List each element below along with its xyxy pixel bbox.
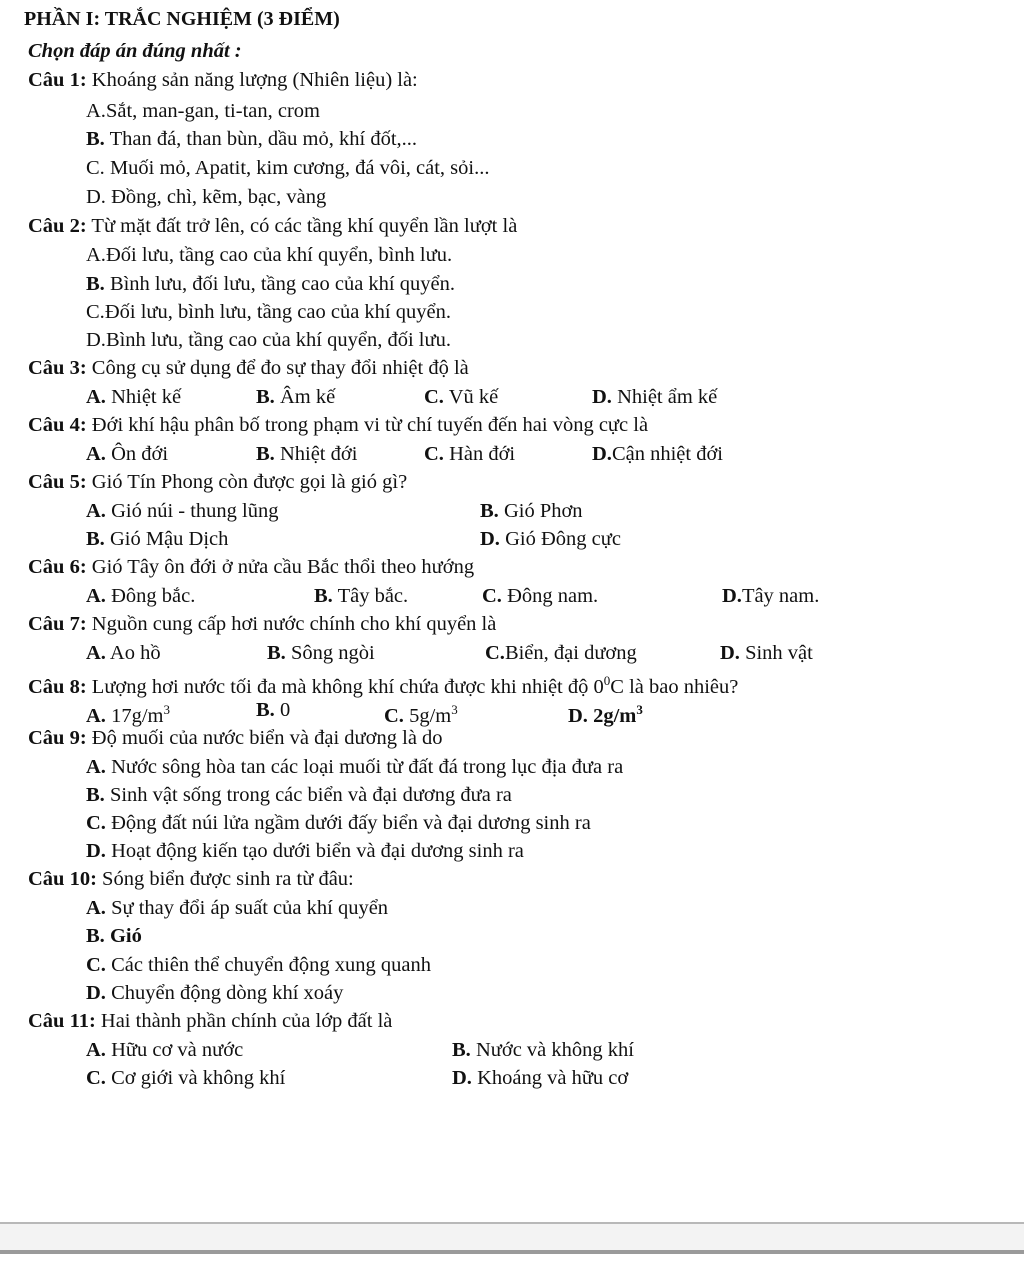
q6-option-b: [314, 583, 408, 609]
q7-option-d: [720, 640, 813, 666]
question-text: Từ mặt đất trở lên, có các tầng khí quyển lần lượt là: [86, 215, 518, 237]
option-text: Đồng, chì, kẽm, bạc, vàng: [105, 186, 327, 208]
q4-option-b: [256, 441, 357, 467]
q11-option-b: [452, 1037, 634, 1063]
q11-option-c: [86, 1065, 285, 1091]
option-text: Gió Mậu Dịch: [104, 528, 229, 550]
option-label: B.: [86, 784, 105, 806]
option-text: Sinh vật: [739, 642, 813, 664]
option-label: B.: [256, 386, 275, 408]
question-label: Câu 6:: [28, 556, 87, 578]
question-text: Nguồn cung cấp hơi nước chính cho khí quyển là: [86, 613, 497, 635]
option-text: 0: [274, 699, 291, 721]
option-label: D.: [86, 982, 106, 1004]
option-label: D.: [592, 443, 612, 465]
degree-superscript: 0: [603, 673, 611, 688]
option-label: B.: [314, 585, 333, 607]
question-label: Câu 7:: [28, 613, 87, 635]
option-text: Nước và không khí: [470, 1039, 634, 1061]
option-text: Gió Phơn: [498, 500, 583, 522]
option-text: Bình lưu, tầng cao của khí quyển, đối lưu.: [105, 329, 451, 351]
section-title: PHẦN I: TRẮC NGHIỆM (3 ĐIỂM): [24, 8, 340, 30]
option-label: D.: [480, 528, 500, 550]
option-text: Bình lưu, đối lưu, tầng cao của khí quyển.: [104, 273, 455, 295]
option-text: Đối lưu, tầng cao của khí quyển, bình lưu.: [105, 244, 453, 266]
q3-option-c: [424, 384, 498, 410]
question-label: Câu 9:: [28, 727, 87, 749]
q1-option-b: [86, 126, 417, 152]
question-9: [28, 725, 443, 751]
option-text: Vũ kế: [443, 386, 499, 408]
question-3: [28, 355, 469, 381]
option-text: Âm kế: [274, 386, 336, 408]
option-text: Khoáng và hữu cơ: [471, 1067, 629, 1089]
option-label: C.: [482, 585, 502, 607]
question-1: [28, 67, 418, 93]
option-text: Ao hồ: [105, 642, 161, 664]
question-11: [28, 1008, 392, 1034]
q4-option-a: [86, 441, 168, 467]
page-bottom-band: [0, 1224, 1024, 1250]
question-8: [28, 668, 738, 700]
q5-option-b: [480, 498, 583, 524]
option-label: C.: [86, 812, 106, 834]
question-label: Câu 8:: [28, 675, 87, 698]
option-text: Đông bắc.: [105, 585, 196, 607]
option-label: D.: [568, 704, 588, 727]
option-label: A.: [86, 100, 106, 122]
option-text: Cơ giới và không khí: [105, 1067, 286, 1089]
q1-option-c: [86, 155, 489, 181]
option-text: Gió Đông cực: [499, 528, 621, 550]
q9-option-a: [86, 754, 623, 780]
option-text: Tây nam.: [741, 585, 820, 607]
option-label: C.: [86, 157, 105, 179]
question-7: [28, 611, 496, 637]
question-4: [28, 412, 648, 438]
option-text: Tây bắc.: [332, 585, 409, 607]
q2-option-d: [86, 327, 451, 353]
option-label: D.: [722, 585, 742, 607]
option-text: Sự thay đổi áp suất của khí quyển: [105, 897, 389, 919]
option-label: C.: [86, 1067, 106, 1089]
option-label: C.: [86, 301, 105, 323]
q4-option-d: [592, 441, 723, 467]
option-text: Cận nhiệt đới: [611, 443, 723, 465]
divider-line: [0, 1222, 1024, 1224]
option-label: D.: [86, 186, 106, 208]
q7-option-c: [485, 640, 637, 666]
question-label: Câu 11:: [28, 1010, 96, 1032]
option-text: Nhiệt kế: [105, 386, 182, 408]
option-label: B.: [256, 699, 275, 721]
unit-superscript: 3: [451, 702, 458, 717]
option-label: A.: [86, 386, 106, 408]
question-text: Độ muối của nước biển và đại dương là do: [86, 727, 443, 749]
option-text: Sinh vật sống trong các biển và đại dương đưa ra: [104, 784, 512, 806]
q10-option-b: [86, 923, 142, 949]
question-label: Câu 1:: [28, 69, 87, 91]
option-text: 17g/m: [105, 704, 164, 727]
q6-option-c: [482, 583, 598, 609]
question-label: Câu 2:: [28, 215, 87, 237]
option-label: A.: [86, 244, 106, 266]
q4-option-c: [424, 441, 515, 467]
question-2: [28, 213, 517, 239]
option-text: Nhiệt đới: [274, 443, 358, 465]
q7-option-a: [86, 640, 161, 666]
question-label: Câu 5:: [28, 471, 87, 493]
question-label: Câu 3:: [28, 357, 87, 379]
option-label: B.: [86, 273, 105, 295]
q9-option-b: [86, 782, 512, 808]
option-label: A.: [86, 897, 106, 919]
option-label: C.: [424, 386, 444, 408]
option-label: A.: [86, 1039, 106, 1061]
question-5: [28, 469, 407, 495]
option-label: A.: [86, 500, 106, 522]
q5-option-a: [86, 498, 278, 524]
q2-option-c: [86, 299, 451, 325]
option-label: A.: [86, 585, 106, 607]
question-text: Khoáng sản năng lượng (Nhiên liệu) là:: [86, 69, 418, 91]
option-text: 5g/m: [403, 704, 452, 727]
q8-option-b: [256, 697, 290, 723]
question-label: Câu 4:: [28, 414, 87, 436]
question-text: Lượng hơi nước tối đa mà không khí chứa được khi nhiệt độ 0: [86, 675, 604, 698]
option-label: D.: [86, 840, 106, 862]
q3-option-b: [256, 384, 335, 410]
option-text: Sông ngòi: [285, 642, 375, 664]
option-label: D.: [452, 1067, 472, 1089]
q5-option-c: [86, 526, 228, 552]
q2-option-b: [86, 271, 455, 297]
question-label: Câu 10:: [28, 868, 97, 890]
q3-option-a: [86, 384, 181, 410]
unit-superscript: 3: [636, 702, 643, 717]
option-text: 2g/m: [587, 704, 637, 727]
q10-option-a: [86, 895, 388, 921]
option-text: Chuyển động dòng khí xoáy: [105, 982, 344, 1004]
question-6: [28, 554, 474, 580]
option-label: A.: [86, 642, 106, 664]
option-label: A.: [86, 443, 106, 465]
option-label: C.: [485, 642, 505, 664]
q1-option-a: [86, 98, 320, 124]
option-text: Gió núi - thung lũng: [105, 500, 279, 522]
question-text: Gió Tây ôn đới ở nửa cầu Bắc thổi theo hướng: [86, 556, 475, 578]
option-label: B.: [452, 1039, 471, 1061]
question-text: Gió Tín Phong còn được gọi là gió gì?: [86, 471, 408, 493]
option-text: Than đá, than bùn, dầu mỏ, khí đốt,...: [104, 128, 418, 150]
unit-superscript: 3: [163, 702, 170, 717]
q8-option-d: [568, 697, 643, 729]
q6-option-a: [86, 583, 195, 609]
question-text: Sóng biển được sinh ra từ đâu:: [96, 868, 354, 890]
q10-option-d: [86, 980, 343, 1006]
q10-option-c: [86, 952, 431, 978]
q7-option-b: [267, 640, 375, 666]
option-text: Sắt, man-gan, ti-tan, crom: [105, 100, 320, 122]
option-text: Nhiệt ẩm kế: [611, 386, 718, 408]
option-label: D.: [720, 642, 740, 664]
option-label: B.: [480, 500, 499, 522]
option-label: A.: [86, 704, 106, 727]
option-label: C.: [424, 443, 444, 465]
option-label: B.: [86, 925, 105, 947]
q11-option-a: [86, 1037, 243, 1063]
option-text: Động đất núi lửa ngầm dưới đấy biển và đại dương sinh ra: [105, 812, 591, 834]
q3-option-d: [592, 384, 717, 410]
option-label: C.: [86, 954, 106, 976]
instruction: Chọn đáp án đúng nhất :: [28, 40, 242, 62]
option-text: Muối mỏ, Apatit, kim cương, đá vôi, cát, sỏi...: [104, 157, 490, 179]
question-text-tail: C là bao nhiêu?: [610, 675, 739, 698]
question-10: [28, 866, 354, 892]
q9-option-c: [86, 810, 591, 836]
option-label: B.: [86, 128, 105, 150]
q1-option-d: [86, 184, 326, 210]
q9-option-d: [86, 838, 524, 864]
option-label: B.: [256, 443, 275, 465]
option-label: D.: [592, 386, 612, 408]
option-text: Đối lưu, bình lưu, tầng cao của khí quyển.: [104, 301, 451, 323]
option-text: Hữu cơ và nước: [105, 1039, 244, 1061]
option-text: Ôn đới: [105, 443, 169, 465]
q5-option-d: [480, 526, 621, 552]
option-text: Hàn đới: [443, 443, 516, 465]
question-text: Công cụ sử dụng để đo sự thay đổi nhiệt độ là: [86, 357, 469, 379]
question-text: Hai thành phần chính của lớp đất là: [95, 1010, 393, 1032]
q6-option-d: [722, 583, 819, 609]
option-label: B.: [86, 528, 105, 550]
option-label: B.: [267, 642, 286, 664]
option-label: C.: [384, 704, 404, 727]
option-text: Hoạt động kiến tạo dưới biển và đại dương sinh ra: [105, 840, 524, 862]
option-text: Biển, đại dương: [504, 642, 637, 664]
option-text: Đông nam.: [501, 585, 599, 607]
q2-option-a: [86, 242, 452, 268]
option-text: Các thiên thể chuyển động xung quanh: [105, 954, 432, 976]
question-text: Đới khí hậu phân bố trong phạm vi từ chí tuyến đến hai vòng cực là: [86, 414, 649, 436]
option-label: D.: [86, 329, 106, 351]
divider-line: [0, 1250, 1024, 1254]
option-text: Nước sông hòa tan các loại muối từ đất đá trong lục địa đưa ra: [105, 756, 624, 778]
option-text: Gió: [104, 925, 142, 947]
q11-option-d: [452, 1065, 628, 1091]
option-label: A.: [86, 756, 106, 778]
